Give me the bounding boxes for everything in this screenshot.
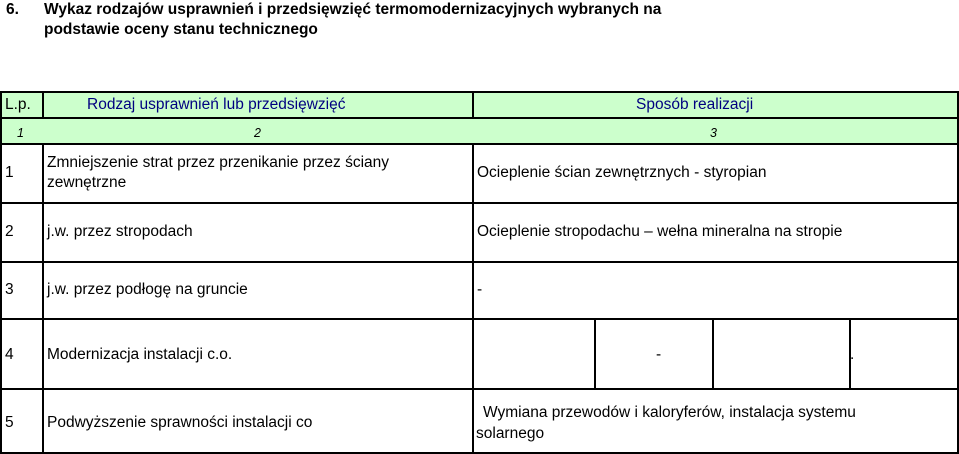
table-rule	[472, 91, 474, 117]
header-lp: L.p.	[5, 96, 31, 113]
row3-lp: 3	[5, 281, 14, 298]
table-rule	[0, 388, 958, 390]
row1-kind-line2: zewnętrzne	[47, 174, 127, 191]
table-border-left	[0, 91, 2, 454]
table-rule	[0, 202, 958, 204]
row4-lp: 4	[5, 346, 14, 363]
row4-method-a: -	[656, 346, 662, 363]
row1-method: Ocieplenie ścian zewnętrznych - styropian	[477, 164, 767, 181]
table-rule	[0, 318, 958, 320]
table-rule	[0, 117, 958, 119]
table-rule	[712, 318, 714, 388]
row2-lp: 2	[5, 223, 14, 240]
table-rule	[0, 143, 958, 145]
row3-method: -	[477, 281, 483, 298]
row4-kind: Modernizacja instalacji c.o.	[47, 346, 233, 363]
table-rule	[0, 261, 958, 263]
header-kind: Rodzaj usprawnień lub przedsięwzięć	[87, 96, 346, 113]
table-rule	[472, 143, 474, 454]
table-rule	[42, 143, 44, 454]
section-title-line1: Wykaz rodzajów usprawnień i przedsięwzięć termomodernizacyjnych wybranych na	[44, 1, 662, 18]
col-number-1: 1	[17, 126, 24, 140]
table-border-top	[0, 91, 958, 93]
table-rule	[42, 91, 44, 117]
col-number-3: 3	[710, 126, 717, 140]
row2-method: Ocieplenie stropodachu – wełna mineralna na stropie	[477, 223, 843, 240]
row2-kind: j.w. przez stropodach	[47, 223, 193, 240]
row1-lp: 1	[5, 164, 14, 181]
section-number: 6.	[6, 1, 19, 18]
row5-method-line2: solarnego	[476, 425, 545, 442]
row1-kind-line1: Zmniejszenie strat przez przenikanie przez ściany	[47, 154, 389, 171]
row5-kind: Podwyższenie sprawności instalacji co	[47, 414, 313, 431]
header-method: Sposób realizacji	[636, 96, 754, 113]
table-rule	[594, 318, 596, 388]
row4-method-b: .	[850, 346, 855, 363]
row3-kind: j.w. przez podłogę na gruncie	[47, 281, 248, 298]
section-title-line2: podstawie oceny stanu technicznego	[44, 21, 318, 38]
row5-lp: 5	[5, 414, 14, 431]
row5-method-line1: Wymiana przewodów i kaloryferów, instalacja systemu	[483, 404, 856, 421]
col-number-2: 2	[254, 126, 261, 140]
